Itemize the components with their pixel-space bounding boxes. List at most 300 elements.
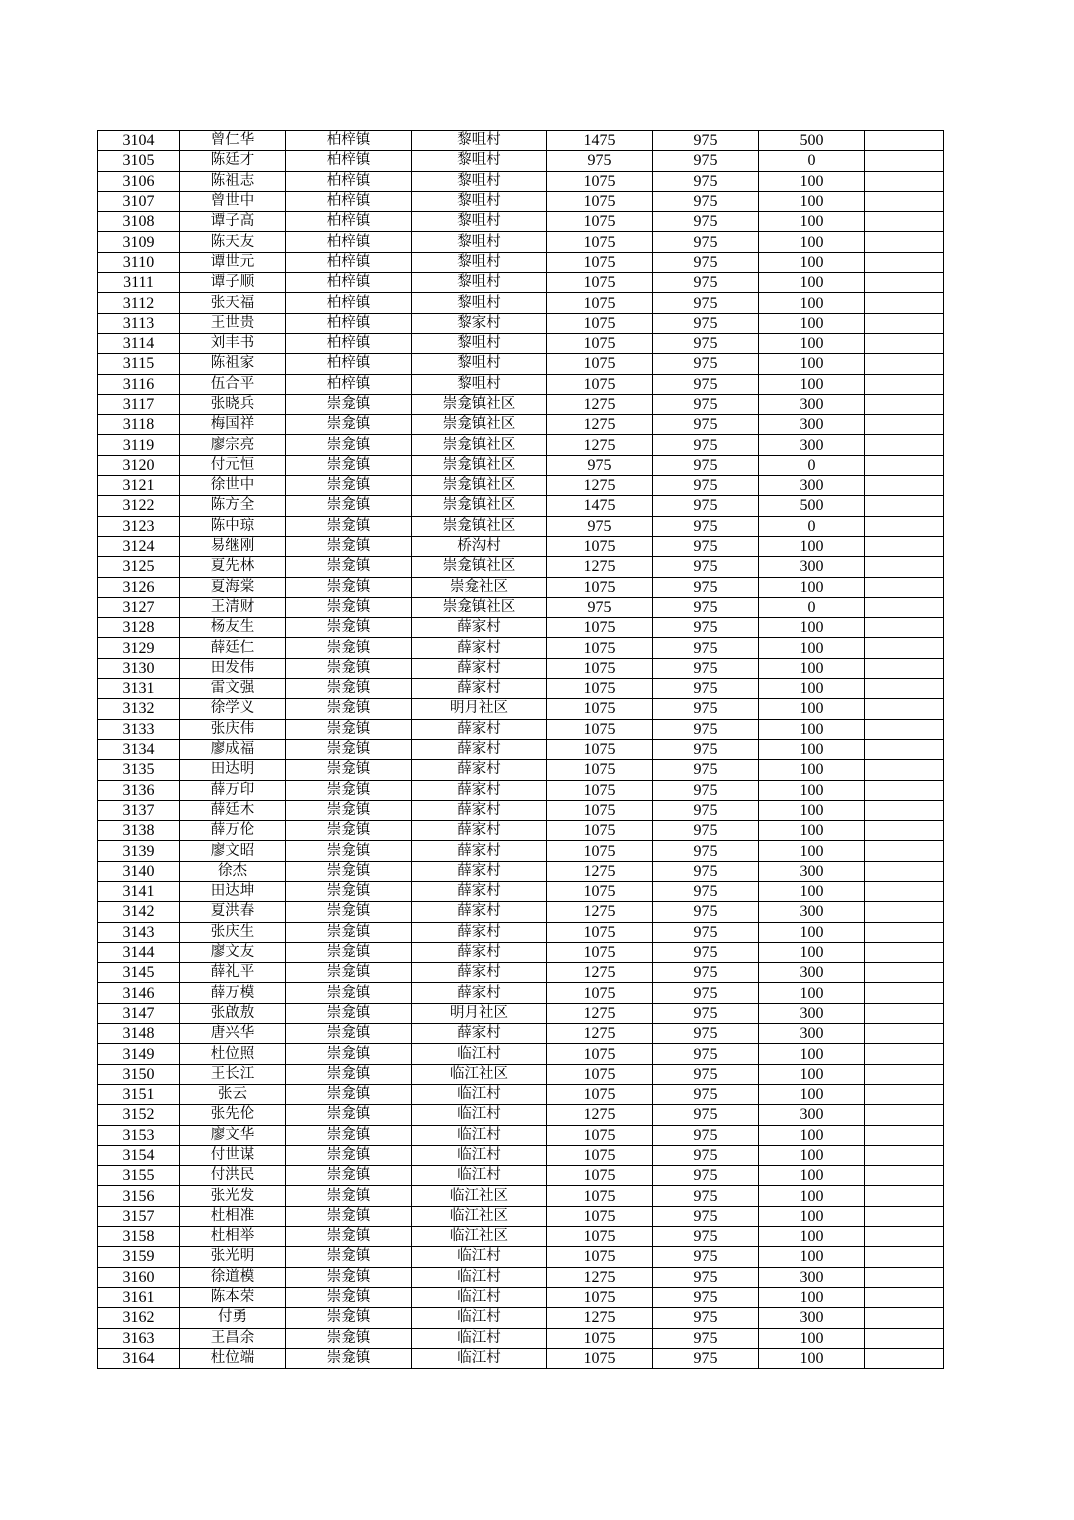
name-cell: 陈祖志 xyxy=(180,171,286,191)
difference-cell: 100 xyxy=(759,1247,865,1267)
amount-a-cell: 1075 xyxy=(547,942,653,962)
table-row xyxy=(98,293,944,313)
remark-cell xyxy=(865,1145,944,1165)
difference-cell: 100 xyxy=(759,1145,865,1165)
serial-cell: 3144 xyxy=(98,942,180,962)
remark-cell xyxy=(865,151,944,171)
difference-cell: 100 xyxy=(759,1084,865,1104)
table-row xyxy=(98,922,944,942)
remark-cell xyxy=(865,415,944,435)
amount-b-cell: 975 xyxy=(653,1064,759,1084)
village-cell: 临江村 xyxy=(412,1125,547,1145)
table-row xyxy=(98,841,944,861)
town-cell: 崇龛镇 xyxy=(286,719,412,739)
village-cell: 薛家村 xyxy=(412,821,547,841)
village-cell: 黎咀村 xyxy=(412,131,547,151)
amount-a-cell: 1075 xyxy=(547,1348,653,1368)
difference-cell: 0 xyxy=(759,151,865,171)
serial-cell: 3123 xyxy=(98,516,180,536)
serial-cell: 3105 xyxy=(98,151,180,171)
village-cell: 临江村 xyxy=(412,1308,547,1328)
serial-cell: 3156 xyxy=(98,1186,180,1206)
town-cell: 崇龛镇 xyxy=(286,394,412,414)
serial-cell: 3138 xyxy=(98,821,180,841)
amount-b-cell: 975 xyxy=(653,1206,759,1226)
serial-cell: 3119 xyxy=(98,435,180,455)
serial-cell: 3162 xyxy=(98,1308,180,1328)
name-cell: 薛礼平 xyxy=(180,963,286,983)
town-cell: 崇龛镇 xyxy=(286,1166,412,1186)
amount-a-cell: 1075 xyxy=(547,1287,653,1307)
table-row xyxy=(98,212,944,232)
name-cell: 张庆伟 xyxy=(180,719,286,739)
amount-a-cell: 1075 xyxy=(547,1044,653,1064)
table-row xyxy=(98,1287,944,1307)
table-body xyxy=(98,131,944,1369)
serial-cell: 3106 xyxy=(98,171,180,191)
name-cell: 杨友生 xyxy=(180,618,286,638)
name-cell: 张晓兵 xyxy=(180,394,286,414)
difference-cell: 300 xyxy=(759,902,865,922)
remark-cell xyxy=(865,881,944,901)
amount-b-cell: 975 xyxy=(653,374,759,394)
village-cell: 薛家村 xyxy=(412,719,547,739)
remark-cell xyxy=(865,699,944,719)
amount-b-cell: 975 xyxy=(653,719,759,739)
remark-cell xyxy=(865,212,944,232)
amount-b-cell: 975 xyxy=(653,1227,759,1247)
amount-a-cell: 1075 xyxy=(547,1227,653,1247)
remark-cell xyxy=(865,1166,944,1186)
amount-b-cell: 975 xyxy=(653,1186,759,1206)
town-cell: 崇龛镇 xyxy=(286,1348,412,1368)
amount-b-cell: 975 xyxy=(653,1084,759,1104)
name-cell: 张光发 xyxy=(180,1186,286,1206)
village-cell: 薛家村 xyxy=(412,902,547,922)
serial-cell: 3112 xyxy=(98,293,180,313)
amount-a-cell: 1275 xyxy=(547,557,653,577)
amount-b-cell: 975 xyxy=(653,1145,759,1165)
amount-b-cell: 975 xyxy=(653,536,759,556)
remark-cell xyxy=(865,476,944,496)
amount-a-cell: 1275 xyxy=(547,1003,653,1023)
village-cell: 薛家村 xyxy=(412,618,547,638)
serial-cell: 3120 xyxy=(98,455,180,475)
amount-b-cell: 975 xyxy=(653,476,759,496)
difference-cell: 100 xyxy=(759,942,865,962)
table-row xyxy=(98,496,944,516)
amount-b-cell: 975 xyxy=(653,171,759,191)
table-row xyxy=(98,1267,944,1287)
difference-cell: 100 xyxy=(759,313,865,333)
village-cell: 黎咀村 xyxy=(412,354,547,374)
village-cell: 薛家村 xyxy=(412,780,547,800)
table-row xyxy=(98,861,944,881)
amount-a-cell: 1075 xyxy=(547,618,653,638)
table-row xyxy=(98,699,944,719)
amount-b-cell: 975 xyxy=(653,922,759,942)
table-row xyxy=(98,942,944,962)
remark-cell xyxy=(865,191,944,211)
difference-cell: 100 xyxy=(759,212,865,232)
serial-cell: 3130 xyxy=(98,658,180,678)
village-cell: 临江社区 xyxy=(412,1186,547,1206)
name-cell: 夏洪春 xyxy=(180,902,286,922)
name-cell: 徐学义 xyxy=(180,699,286,719)
difference-cell: 100 xyxy=(759,171,865,191)
town-cell: 崇龛镇 xyxy=(286,415,412,435)
amount-a-cell: 1075 xyxy=(547,922,653,942)
village-cell: 临江社区 xyxy=(412,1064,547,1084)
remark-cell xyxy=(865,435,944,455)
remark-cell xyxy=(865,902,944,922)
amount-b-cell: 975 xyxy=(653,1308,759,1328)
remark-cell xyxy=(865,1227,944,1247)
serial-cell: 3141 xyxy=(98,881,180,901)
remark-cell xyxy=(865,577,944,597)
remark-cell xyxy=(865,658,944,678)
table-row xyxy=(98,1044,944,1064)
table-row xyxy=(98,760,944,780)
remark-cell xyxy=(865,1084,944,1104)
name-cell: 薛万伦 xyxy=(180,821,286,841)
town-cell: 崇龛镇 xyxy=(286,942,412,962)
village-cell: 黎咀村 xyxy=(412,293,547,313)
amount-a-cell: 1075 xyxy=(547,1064,653,1084)
amount-b-cell: 975 xyxy=(653,232,759,252)
amount-b-cell: 975 xyxy=(653,557,759,577)
amount-b-cell: 975 xyxy=(653,496,759,516)
serial-cell: 3108 xyxy=(98,212,180,232)
table-row xyxy=(98,273,944,293)
name-cell: 付元恒 xyxy=(180,455,286,475)
village-cell: 崇龛镇社区 xyxy=(412,435,547,455)
amount-a-cell: 1075 xyxy=(547,1247,653,1267)
remark-cell xyxy=(865,394,944,414)
difference-cell: 100 xyxy=(759,658,865,678)
amount-a-cell: 1275 xyxy=(547,394,653,414)
town-cell: 崇龛镇 xyxy=(286,658,412,678)
difference-cell: 0 xyxy=(759,516,865,536)
table-row xyxy=(98,252,944,272)
village-cell: 临江村 xyxy=(412,1348,547,1368)
remark-cell xyxy=(865,232,944,252)
village-cell: 黎咀村 xyxy=(412,212,547,232)
amount-b-cell: 975 xyxy=(653,597,759,617)
remark-cell xyxy=(865,1003,944,1023)
amount-b-cell: 975 xyxy=(653,618,759,638)
village-cell: 薛家村 xyxy=(412,760,547,780)
table-row xyxy=(98,171,944,191)
serial-cell: 3109 xyxy=(98,232,180,252)
serial-cell: 3164 xyxy=(98,1348,180,1368)
name-cell: 薛廷仁 xyxy=(180,638,286,658)
village-cell: 崇龛镇社区 xyxy=(412,516,547,536)
serial-cell: 3139 xyxy=(98,841,180,861)
difference-cell: 0 xyxy=(759,455,865,475)
amount-a-cell: 1075 xyxy=(547,699,653,719)
amount-a-cell: 1075 xyxy=(547,821,653,841)
remark-cell xyxy=(865,354,944,374)
serial-cell: 3159 xyxy=(98,1247,180,1267)
table-row xyxy=(98,658,944,678)
serial-cell: 3155 xyxy=(98,1166,180,1186)
amount-b-cell: 975 xyxy=(653,699,759,719)
remark-cell xyxy=(865,374,944,394)
name-cell: 薛万模 xyxy=(180,983,286,1003)
amount-a-cell: 1075 xyxy=(547,273,653,293)
town-cell: 崇龛镇 xyxy=(286,1064,412,1084)
serial-cell: 3131 xyxy=(98,679,180,699)
difference-cell: 100 xyxy=(759,800,865,820)
town-cell: 柏梓镇 xyxy=(286,131,412,151)
remark-cell xyxy=(865,963,944,983)
village-cell: 薛家村 xyxy=(412,983,547,1003)
town-cell: 崇龛镇 xyxy=(286,1044,412,1064)
name-cell: 张先伦 xyxy=(180,1105,286,1125)
amount-a-cell: 1075 xyxy=(547,252,653,272)
town-cell: 柏梓镇 xyxy=(286,354,412,374)
serial-cell: 3115 xyxy=(98,354,180,374)
town-cell: 崇龛镇 xyxy=(286,699,412,719)
village-cell: 薛家村 xyxy=(412,1024,547,1044)
remark-cell xyxy=(865,516,944,536)
difference-cell: 100 xyxy=(759,293,865,313)
amount-b-cell: 975 xyxy=(653,881,759,901)
table-row xyxy=(98,1227,944,1247)
name-cell: 徐道模 xyxy=(180,1267,286,1287)
town-cell: 崇龛镇 xyxy=(286,1003,412,1023)
town-cell: 柏梓镇 xyxy=(286,273,412,293)
difference-cell: 300 xyxy=(759,1308,865,1328)
name-cell: 谭世元 xyxy=(180,252,286,272)
amount-a-cell: 1275 xyxy=(547,1308,653,1328)
table-row xyxy=(98,679,944,699)
town-cell: 崇龛镇 xyxy=(286,516,412,536)
difference-cell: 100 xyxy=(759,333,865,353)
table-row xyxy=(98,963,944,983)
amount-b-cell: 975 xyxy=(653,516,759,536)
amount-b-cell: 975 xyxy=(653,455,759,475)
name-cell: 田发伟 xyxy=(180,658,286,678)
remark-cell xyxy=(865,861,944,881)
table-row xyxy=(98,983,944,1003)
amount-a-cell: 1075 xyxy=(547,191,653,211)
name-cell: 杜相准 xyxy=(180,1206,286,1226)
difference-cell: 100 xyxy=(759,1328,865,1348)
name-cell: 杜相举 xyxy=(180,1227,286,1247)
town-cell: 柏梓镇 xyxy=(286,212,412,232)
amount-a-cell: 1075 xyxy=(547,232,653,252)
remark-cell xyxy=(865,1186,944,1206)
village-cell: 薛家村 xyxy=(412,963,547,983)
name-cell: 付世谋 xyxy=(180,1145,286,1165)
difference-cell: 100 xyxy=(759,273,865,293)
remark-cell xyxy=(865,760,944,780)
remark-cell xyxy=(865,1247,944,1267)
difference-cell: 100 xyxy=(759,1348,865,1368)
village-cell: 薛家村 xyxy=(412,841,547,861)
village-cell: 临江社区 xyxy=(412,1206,547,1226)
serial-cell: 3133 xyxy=(98,719,180,739)
amount-a-cell: 1075 xyxy=(547,881,653,901)
village-cell: 临江社区 xyxy=(412,1227,547,1247)
amount-a-cell: 1275 xyxy=(547,1267,653,1287)
village-cell: 崇龛镇社区 xyxy=(412,415,547,435)
remark-cell xyxy=(865,597,944,617)
village-cell: 黎家村 xyxy=(412,313,547,333)
serial-cell: 3140 xyxy=(98,861,180,881)
town-cell: 崇龛镇 xyxy=(286,902,412,922)
amount-b-cell: 975 xyxy=(653,354,759,374)
amount-a-cell: 1075 xyxy=(547,1166,653,1186)
table-row xyxy=(98,354,944,374)
difference-cell: 100 xyxy=(759,679,865,699)
table-row xyxy=(98,638,944,658)
serial-cell: 3125 xyxy=(98,557,180,577)
remark-cell xyxy=(865,131,944,151)
amount-b-cell: 975 xyxy=(653,679,759,699)
village-cell: 黎咀村 xyxy=(412,252,547,272)
remark-cell xyxy=(865,1308,944,1328)
village-cell: 薛家村 xyxy=(412,679,547,699)
table-row xyxy=(98,902,944,922)
serial-cell: 3163 xyxy=(98,1328,180,1348)
table-row xyxy=(98,800,944,820)
difference-cell: 500 xyxy=(759,131,865,151)
name-cell: 张光明 xyxy=(180,1247,286,1267)
difference-cell: 500 xyxy=(759,496,865,516)
table-row xyxy=(98,313,944,333)
name-cell: 徐世中 xyxy=(180,476,286,496)
name-cell: 张天福 xyxy=(180,293,286,313)
town-cell: 崇龛镇 xyxy=(286,1308,412,1328)
amount-b-cell: 975 xyxy=(653,1328,759,1348)
name-cell: 易继刚 xyxy=(180,536,286,556)
difference-cell: 100 xyxy=(759,1166,865,1186)
village-cell: 黎咀村 xyxy=(412,232,547,252)
difference-cell: 100 xyxy=(759,577,865,597)
village-cell: 临江村 xyxy=(412,1166,547,1186)
amount-a-cell: 1075 xyxy=(547,760,653,780)
name-cell: 廖文华 xyxy=(180,1125,286,1145)
serial-cell: 3111 xyxy=(98,273,180,293)
amount-a-cell: 1275 xyxy=(547,963,653,983)
amount-b-cell: 975 xyxy=(653,963,759,983)
name-cell: 谭子顺 xyxy=(180,273,286,293)
village-cell: 黎咀村 xyxy=(412,191,547,211)
town-cell: 柏梓镇 xyxy=(286,293,412,313)
amount-a-cell: 1075 xyxy=(547,536,653,556)
difference-cell: 100 xyxy=(759,760,865,780)
difference-cell: 100 xyxy=(759,780,865,800)
town-cell: 柏梓镇 xyxy=(286,232,412,252)
amount-a-cell: 1075 xyxy=(547,780,653,800)
name-cell: 付洪民 xyxy=(180,1166,286,1186)
difference-cell: 100 xyxy=(759,374,865,394)
serial-cell: 3137 xyxy=(98,800,180,820)
table-row xyxy=(98,1247,944,1267)
remark-cell xyxy=(865,557,944,577)
town-cell: 崇龛镇 xyxy=(286,1145,412,1165)
remark-cell xyxy=(865,171,944,191)
village-cell: 薛家村 xyxy=(412,922,547,942)
village-cell: 薛家村 xyxy=(412,881,547,901)
serial-cell: 3160 xyxy=(98,1267,180,1287)
serial-cell: 3114 xyxy=(98,333,180,353)
serial-cell: 3147 xyxy=(98,1003,180,1023)
town-cell: 崇龛镇 xyxy=(286,679,412,699)
name-cell: 徐杰 xyxy=(180,861,286,881)
village-cell: 临江村 xyxy=(412,1287,547,1307)
name-cell: 曾仁华 xyxy=(180,131,286,151)
amount-a-cell: 1075 xyxy=(547,1084,653,1104)
name-cell: 伍合平 xyxy=(180,374,286,394)
town-cell: 崇龛镇 xyxy=(286,922,412,942)
name-cell: 王世贵 xyxy=(180,313,286,333)
amount-b-cell: 975 xyxy=(653,415,759,435)
amount-b-cell: 975 xyxy=(653,394,759,414)
village-cell: 崇龛镇社区 xyxy=(412,476,547,496)
serial-cell: 3121 xyxy=(98,476,180,496)
amount-b-cell: 975 xyxy=(653,435,759,455)
remark-cell xyxy=(865,1125,944,1145)
village-cell: 薛家村 xyxy=(412,739,547,759)
remark-cell xyxy=(865,618,944,638)
amount-b-cell: 975 xyxy=(653,1267,759,1287)
serial-cell: 3117 xyxy=(98,394,180,414)
amount-a-cell: 1475 xyxy=(547,496,653,516)
table-row xyxy=(98,232,944,252)
amount-a-cell: 1075 xyxy=(547,841,653,861)
amount-b-cell: 975 xyxy=(653,1287,759,1307)
town-cell: 崇龛镇 xyxy=(286,800,412,820)
table-row xyxy=(98,1084,944,1104)
amount-a-cell: 1075 xyxy=(547,719,653,739)
name-cell: 张庆生 xyxy=(180,922,286,942)
table-row xyxy=(98,1308,944,1328)
serial-cell: 3153 xyxy=(98,1125,180,1145)
serial-cell: 3127 xyxy=(98,597,180,617)
remark-cell xyxy=(865,780,944,800)
name-cell: 廖宗亮 xyxy=(180,435,286,455)
serial-cell: 3157 xyxy=(98,1206,180,1226)
amount-a-cell: 1075 xyxy=(547,1206,653,1226)
town-cell: 柏梓镇 xyxy=(286,333,412,353)
town-cell: 柏梓镇 xyxy=(286,171,412,191)
table-row xyxy=(98,557,944,577)
table-row xyxy=(98,1328,944,1348)
serial-cell: 3158 xyxy=(98,1227,180,1247)
name-cell: 刘丰书 xyxy=(180,333,286,353)
village-cell: 崇龛镇社区 xyxy=(412,557,547,577)
amount-b-cell: 975 xyxy=(653,800,759,820)
serial-cell: 3135 xyxy=(98,760,180,780)
amount-b-cell: 975 xyxy=(653,1166,759,1186)
town-cell: 崇龛镇 xyxy=(286,1084,412,1104)
serial-cell: 3110 xyxy=(98,252,180,272)
serial-cell: 3148 xyxy=(98,1024,180,1044)
village-cell: 黎咀村 xyxy=(412,374,547,394)
difference-cell: 100 xyxy=(759,191,865,211)
amount-b-cell: 975 xyxy=(653,658,759,678)
table-row xyxy=(98,415,944,435)
difference-cell: 100 xyxy=(759,1064,865,1084)
name-cell: 王昌余 xyxy=(180,1328,286,1348)
village-cell: 黎咀村 xyxy=(412,333,547,353)
amount-b-cell: 975 xyxy=(653,1044,759,1064)
table-row xyxy=(98,1206,944,1226)
